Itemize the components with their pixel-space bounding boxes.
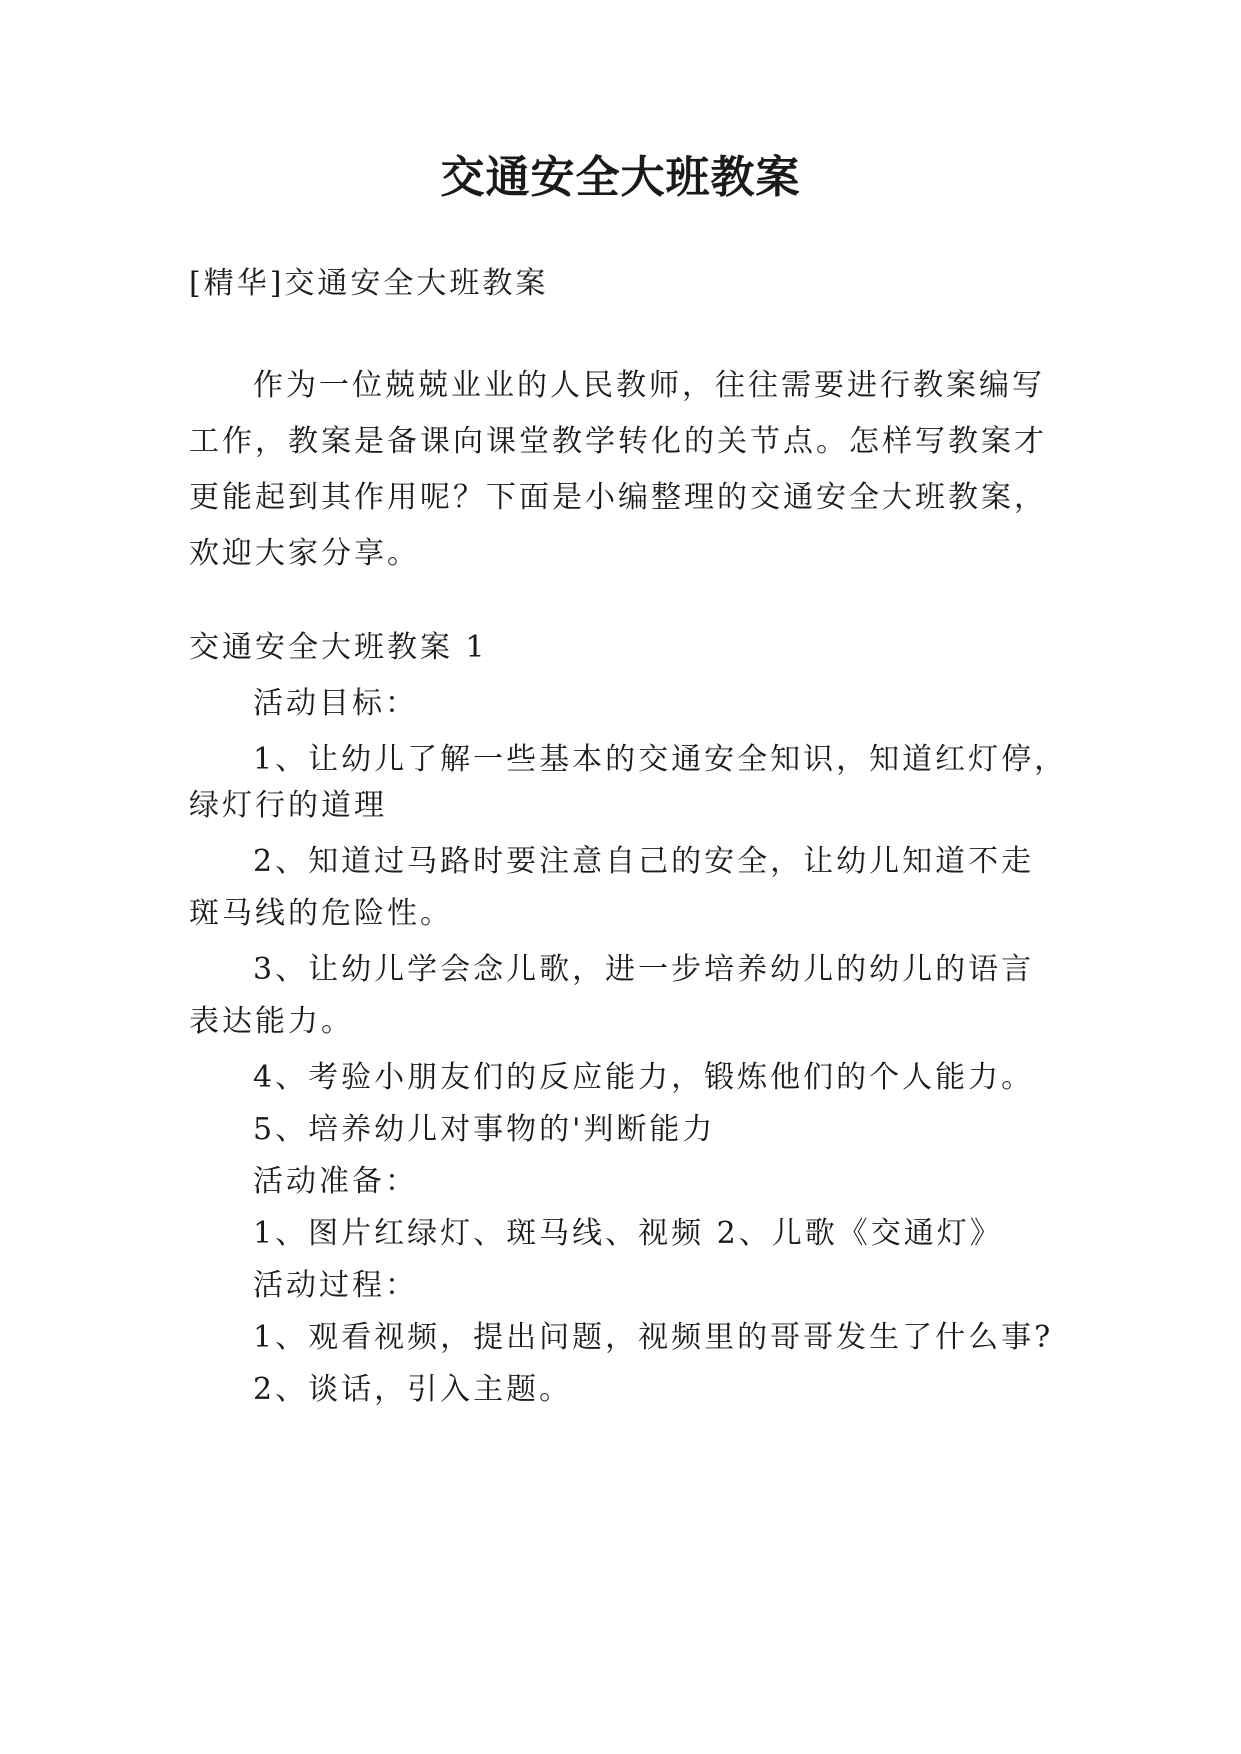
intro-line: 作为一位兢兢业业的人民教师，往往需要进行教案编写 [253,368,1045,403]
body-line: 1、让幼儿了解一些基本的交通安全知识，知道红灯停， [253,742,1068,777]
body-line: 绿灯行的道理 [189,788,387,823]
body-line: 5、培养幼儿对事物的'判断能力 [253,1112,716,1147]
body-line: 1、图片红绿灯、斑马线、视频 2、儿歌《交通灯》 [253,1216,1003,1251]
intro-line: 工作，教案是备课向课堂教学转化的关节点。怎样写教案才 [189,424,1047,459]
body-line: 2、知道过马路时要注意自己的安全，让幼儿知道不走 [253,844,1035,879]
body-line: 活动准备： [253,1164,418,1199]
body-line: 活动目标： [253,686,418,721]
intro-line: 更能起到其作用呢？下面是小编整理的交通安全大班教案， [189,480,1047,515]
body-line: 活动过程： [253,1268,418,1303]
document-title: 交通安全大班教案 [440,152,801,203]
body-line: 1、观看视频，提出问题，视频里的哥哥发生了什么事? [253,1320,1054,1355]
section-heading: 交通安全大班教案 1 [189,630,488,665]
body-line: 表达能力。 [189,1004,354,1039]
body-line: 4、考验小朋友们的反应能力，锻炼他们的个人能力。 [253,1060,1035,1095]
body-line: 斑马线的危险性。 [189,896,453,931]
intro-line: 欢迎大家分享。 [189,536,420,571]
body-line: 3、让幼儿学会念儿歌，进一步培养幼儿的幼儿的语言 [253,952,1035,987]
document-subtitle: [精华]交通安全大班教案 [189,266,549,301]
body-line: 2、谈话，引入主题。 [253,1372,573,1407]
